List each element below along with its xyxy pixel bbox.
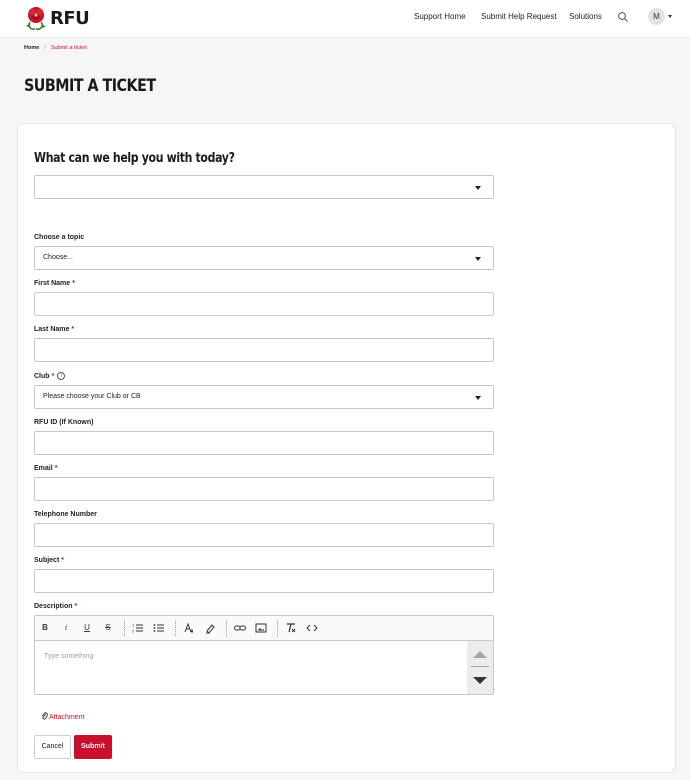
scroll-up-icon[interactable] [473,651,487,658]
topic-value: Choose... [43,254,73,261]
editor-scrollbar[interactable] [467,641,493,694]
user-avatar[interactable]: M [648,8,665,25]
first-name-field[interactable] [34,292,494,316]
scroll-down-icon[interactable] [473,677,487,684]
first-name-label [34,280,75,287]
description-label-text: Description [34,603,73,610]
chevron-down-icon [475,257,481,261]
telephone-field[interactable] [34,523,494,547]
topic-label [34,234,84,241]
telephone-label [34,511,97,518]
rfu-id-label-text: RFU ID (If Known) [34,419,94,426]
toolbar-divider [226,621,227,636]
bold-icon[interactable]: B [42,623,48,632]
help-category-select[interactable] [34,175,494,199]
club-label [34,372,65,380]
italic-icon[interactable]: i [64,623,68,632]
email-field[interactable] [34,477,494,501]
image-icon[interactable] [255,622,267,634]
search-icon[interactable] [617,11,629,23]
toolbar-divider [175,621,176,636]
toolbar-divider [124,621,125,636]
clear-format-icon[interactable] [285,622,297,634]
info-icon[interactable]: i [57,372,65,380]
telephone-label-text: Telephone Number [34,511,97,518]
description-placeholder: Type something [44,653,94,660]
description-label [34,603,77,610]
breadcrumb-separator: / [44,45,46,51]
required-marker: * [72,280,75,287]
club-select[interactable] [34,385,494,409]
topic-select[interactable] [34,246,494,270]
svg-text:2: 2 [132,628,135,634]
attachment-label: Attachment [49,714,85,721]
email-label [34,465,57,472]
rfu-id-field[interactable] [34,431,494,455]
code-icon[interactable] [306,622,318,634]
breadcrumb [24,45,87,51]
page-title: SUBMIT A TICKET [24,76,156,96]
chevron-down-icon [475,396,481,400]
rfu-id-label [34,419,94,426]
logo-text: RFU [50,7,90,29]
last-name-label [34,326,74,333]
email-label-text: Email [34,465,53,472]
toolbar-divider [277,621,278,636]
subject-label-text: Subject [34,557,60,564]
attachment-link[interactable] [41,711,84,721]
strikethrough-icon[interactable]: S [105,623,111,632]
club-value: Please choose your Club or CB [43,393,141,400]
required-marker: * [61,557,65,564]
cancel-button[interactable]: Cancel [34,735,71,759]
club-label-text: Club [34,372,50,380]
required-marker: * [74,603,78,610]
required-marker: * [51,372,55,380]
rose-icon [24,4,48,32]
subject-label [34,557,64,564]
editor-toolbar [35,616,493,641]
breadcrumb-current[interactable]: Submit a ticket [50,45,87,51]
submit-button[interactable]: Submit [74,735,112,759]
required-marker: * [54,465,58,472]
chevron-down-icon [475,186,481,190]
nav-submit-help-request[interactable]: Submit Help Request [481,12,557,21]
underline-icon[interactable]: U [84,623,90,632]
description-editor[interactable] [34,615,494,695]
svg-text:1: 1 [132,622,135,628]
rfu-logo[interactable] [24,4,89,32]
nav-solutions[interactable]: Solutions [569,12,602,21]
paperclip-icon [41,711,48,720]
last-name-field[interactable] [34,338,494,362]
link-icon[interactable] [234,622,246,634]
last-name-label-text: Last Name [34,326,70,333]
nav-support-home[interactable]: Support Home [414,12,466,21]
form-heading: What can we help you with today? [34,151,235,166]
highlight-icon[interactable] [204,622,216,634]
first-name-label-text: First Name [34,280,71,287]
breadcrumb-home[interactable]: Home [24,45,40,51]
chevron-down-icon[interactable] [668,15,672,18]
topic-label-text: Choose a topic [34,234,85,241]
ordered-list-icon[interactable] [132,622,144,634]
bullet-list-icon[interactable] [153,622,165,634]
required-marker: * [71,326,75,333]
subject-field[interactable] [34,569,494,593]
scroll-track [471,666,489,667]
top-navigation-bar [0,0,690,38]
text-color-icon[interactable] [183,622,195,634]
